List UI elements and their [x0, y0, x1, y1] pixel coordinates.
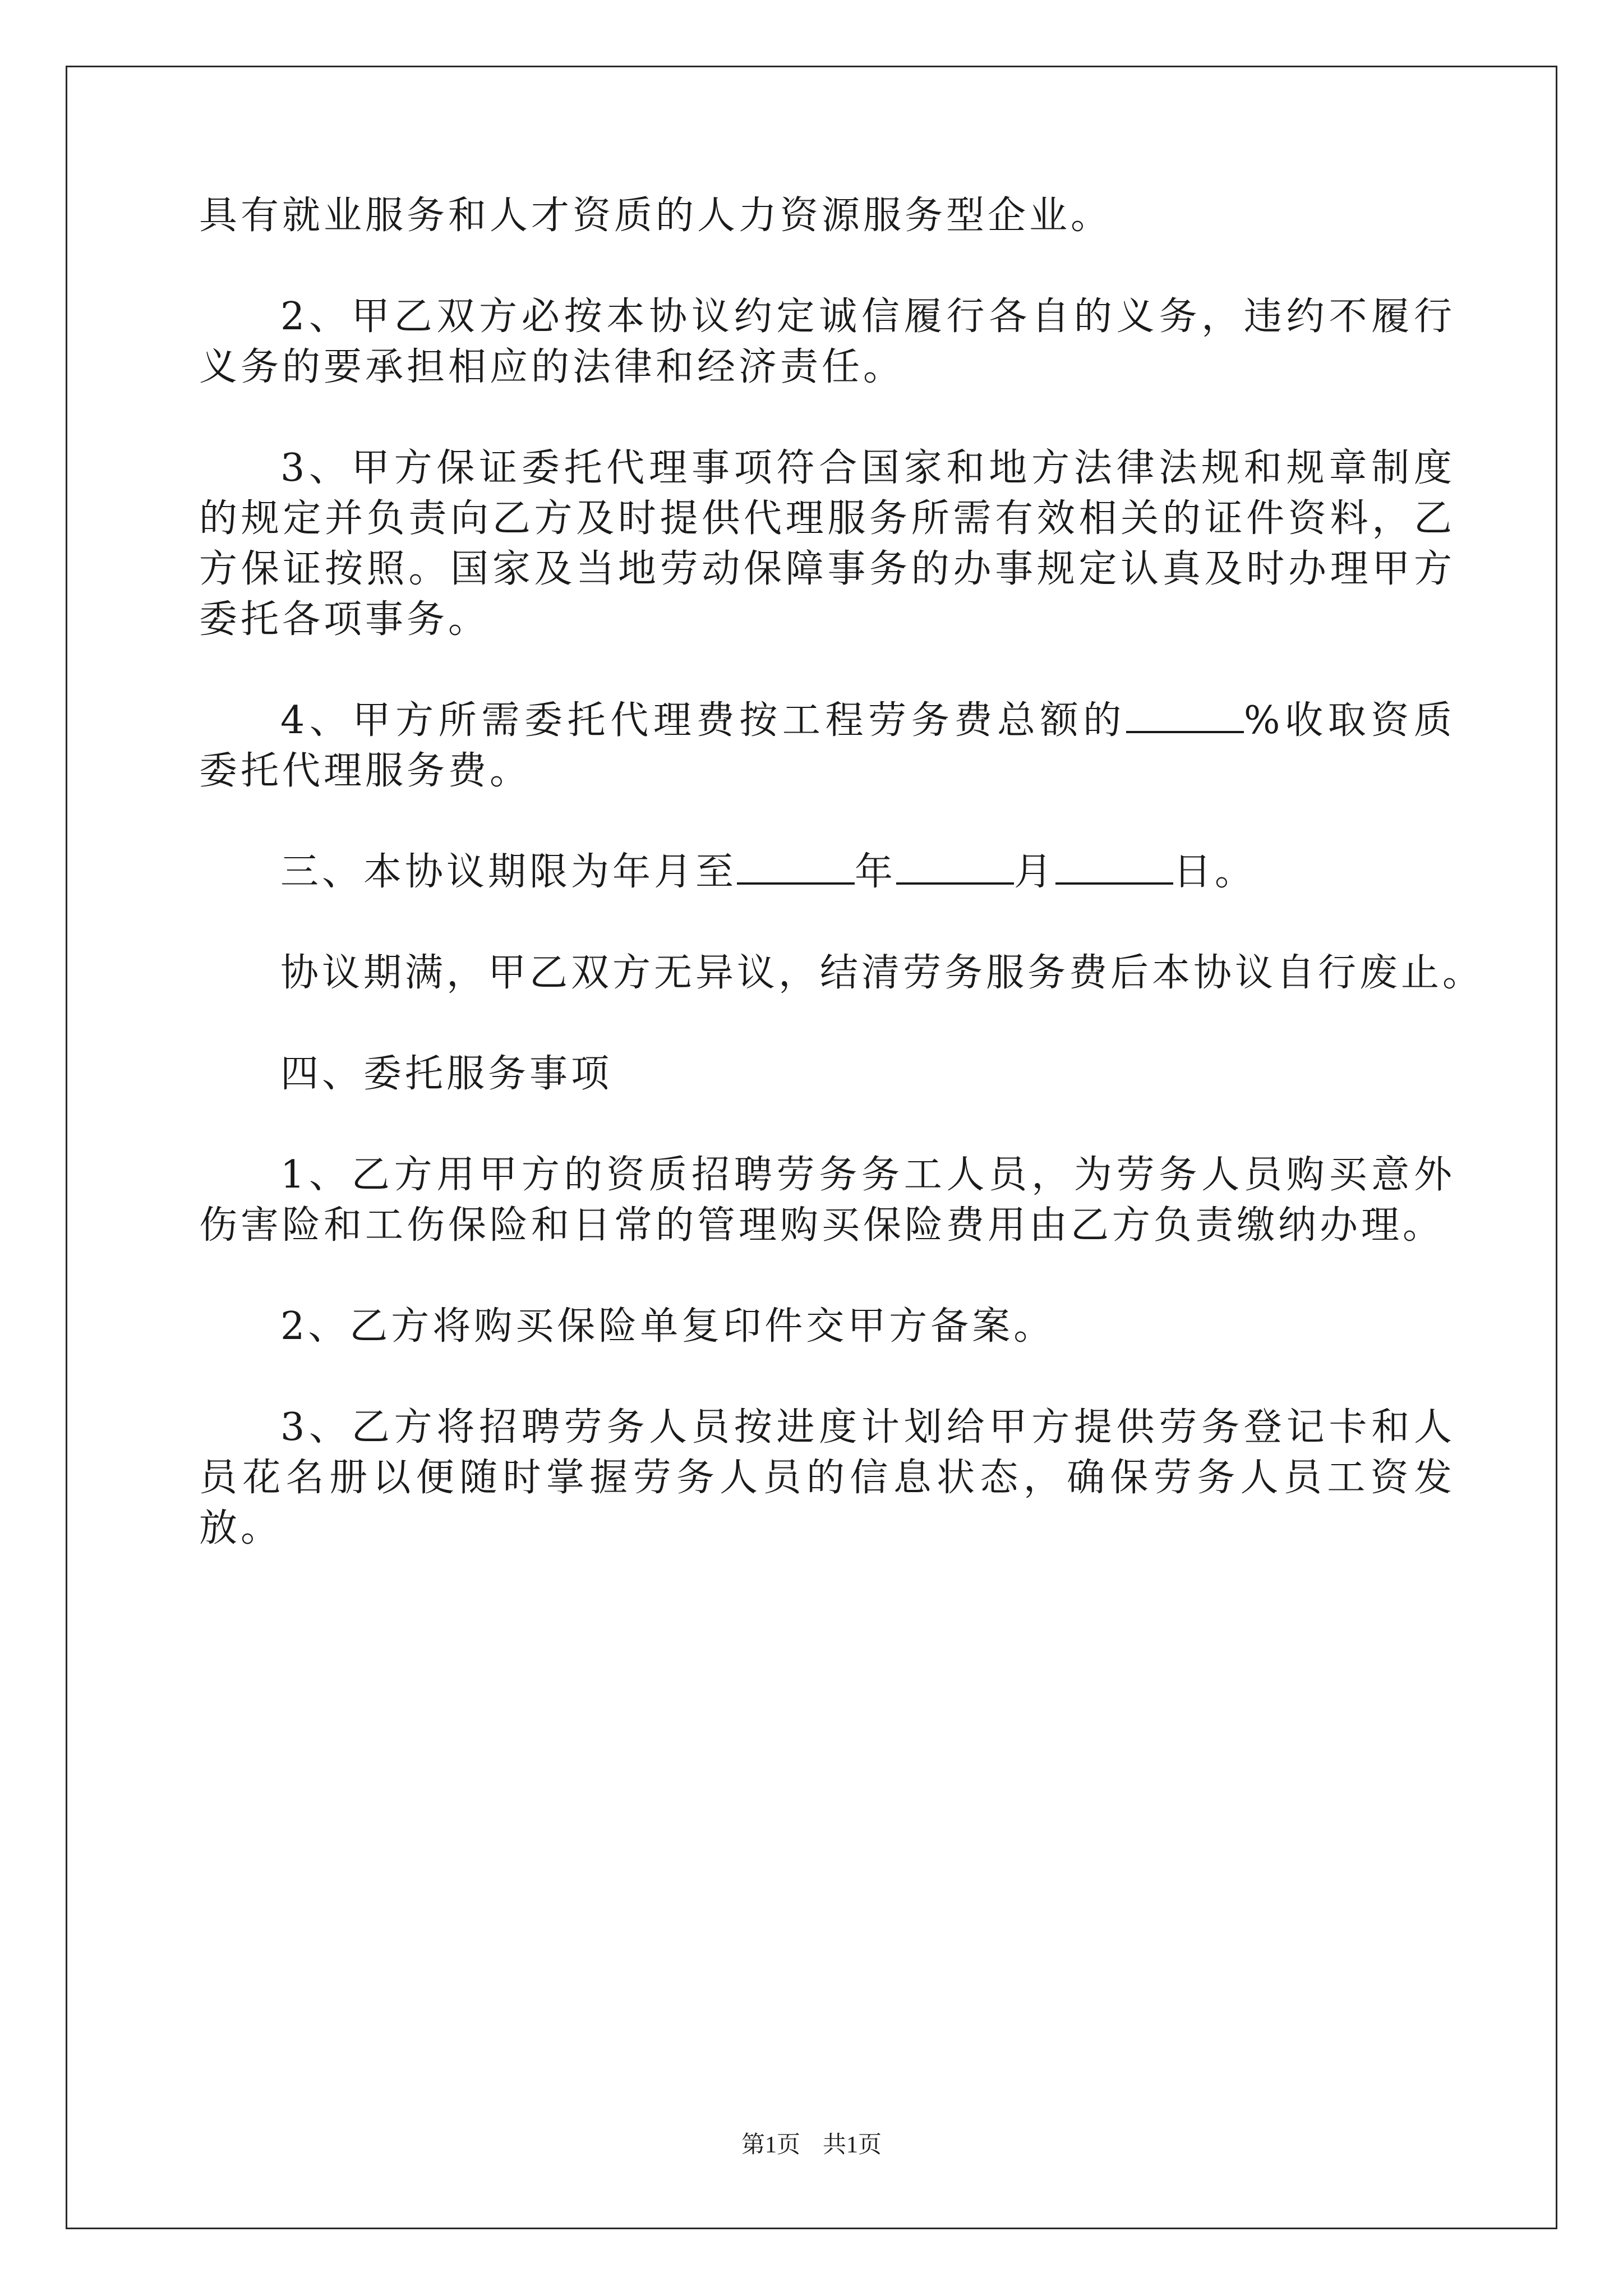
page-footer	[0, 2126, 1623, 2160]
paragraph-8: 1、乙方用甲方的资质招聘劳务务工人员，为劳务人员购买意外伤害险和工伤保险和日常的管理购买保险费用由乙方负责缴纳办理。	[199, 1153, 1455, 1248]
month-label: 月	[1014, 850, 1056, 894]
fee-clause-tail: %收取资质委托代理服务费。	[199, 698, 1455, 793]
term-clause-text: 三、本协议期限为年月至	[280, 850, 737, 894]
term-month-blank	[896, 877, 1014, 885]
fee-clause-text: 4、甲方所需委托代理费按工程劳务费总额的	[280, 698, 1126, 743]
year-label: 年	[855, 850, 897, 894]
total-pages: 共1页	[823, 2132, 882, 2158]
paragraph-2: 2、甲乙双方必按本协议约定诚信履行各自的义务，违约不履行义务的要承担相应的法律和经济责任。	[199, 295, 1455, 389]
paragraph-6: 协议期满，甲乙双方无异议，结清劳务服务费后本协议自行废止。	[280, 951, 1484, 995]
paragraph-5	[199, 847, 1455, 898]
paragraph-10: 3、乙方将招聘劳务人员按进度计划给甲方提供劳务登记卡和人员花名册以便随时掌握劳务人员的信息状态，确保劳务人员工资发放。	[199, 1405, 1455, 1550]
page-number: 第1页	[741, 2132, 800, 2158]
fee-percent-blank	[1126, 725, 1244, 733]
paragraph-4	[199, 696, 1455, 797]
paragraph-9: 2、乙方将购买保险单复印件交甲方备案。	[280, 1304, 1055, 1349]
paragraph-1: 具有就业服务和人才资质的人力资源服务型企业。	[199, 194, 1113, 238]
day-label: 日。	[1173, 850, 1257, 894]
document-body	[199, 191, 1484, 1604]
term-day-blank	[1055, 877, 1173, 885]
paragraph-3: 3、甲方保证委托代理事项符合国家和地方法律法规和规章制度的规定并负责向乙方及时提供代理服务所需有效相关的证件资料，乙方保证按照。国家及当地劳动保障事务的办事规定认真及时办理甲方委托各项事务。	[199, 446, 1455, 642]
section-heading-4: 四、委托服务事项	[280, 1052, 613, 1096]
term-year-blank	[737, 877, 855, 885]
